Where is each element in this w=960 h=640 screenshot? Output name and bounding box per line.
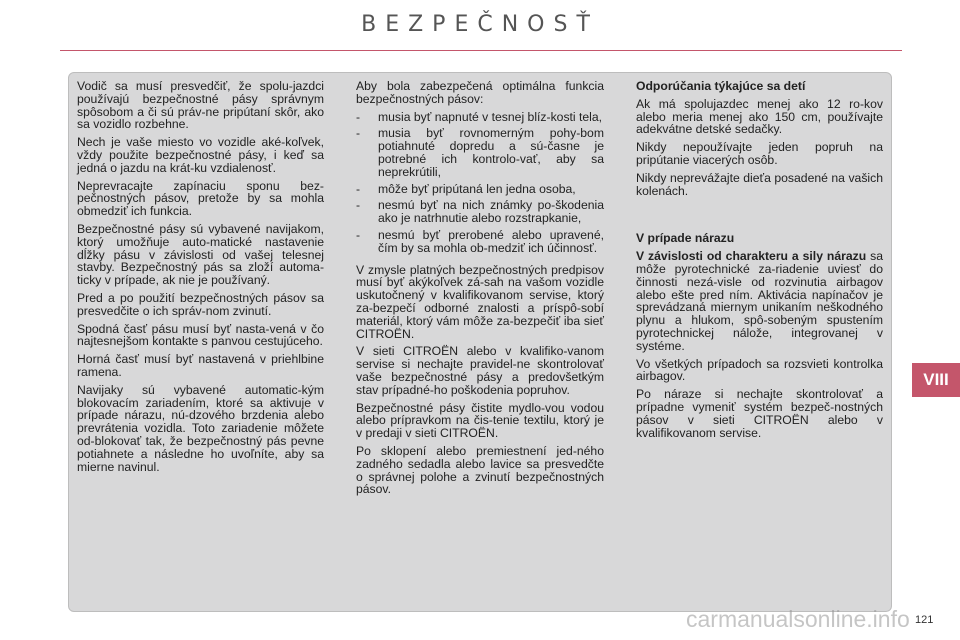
paragraph: Po sklopení alebo premiestnení jed-ného zadného sedadla alebo lavice sa presvedčte o správnej polohe a zvinutí bezpečnostných pásov. bbox=[356, 443, 604, 497]
dash-bullet: - bbox=[356, 198, 361, 213]
paragraph-text: sa môže pyrotechnické za-riadenie uviesť do činnosti nezá-visle od rozvinutia airbagov alebo ešte pred ním. Aktivácia napínačov je sprevádzaná miernym unikaním neškodného plynu a hlukom, spô-sobeným spustením pyrotechnickej nálože, integrovanej v systéme. bbox=[636, 249, 883, 353]
paragraph: Bezpečnostné pásy sú vybavené navijakom, ktorý umožňuje auto-matické nastavenie dĺžky pásu v závislosti od vašej telesnej stavby. Bezpečnostný pás sa zloží automa-ticky v prípade, ak nie je používaný. bbox=[77, 221, 324, 288]
paragraph: Nikdy nepoužívajte jeden popruh na pripútanie viacerých osôb. bbox=[636, 140, 883, 167]
paragraph: Horná časť musí byť nastavená v priehlbine ramena. bbox=[77, 352, 324, 379]
watermark: carmanualsonline.info bbox=[686, 606, 910, 632]
paragraph: Nech je vaše miesto vo vozidle aké-koľvek, vždy použite bezpečnostné pásy, i keď sa jedná o jazdu na krát-ku vzdialenosť. bbox=[77, 135, 324, 175]
paragraph: Ak má spolujazdec menej ako 12 ro-kov alebo meria menej ako 150 cm, používajte adekvátne detské sedačky. bbox=[636, 96, 883, 137]
list-item bbox=[356, 199, 604, 225]
list-item-text: musia byť rovnomerným pohy-bom potiahnuté dopredu a sú-časne je potrebné ich kontrolo-vať, aby sa neprekrútili, bbox=[378, 126, 604, 179]
dash-bullet: - bbox=[356, 227, 361, 242]
list-item-text: nesmú byť na nich známky po-škodenia ako je natrhnutie alebo rozstrapkanie, bbox=[378, 198, 604, 226]
paragraph-intro: Aby bola zabezpečená optimálna funkcia bezpečnostných pásov: bbox=[356, 79, 604, 106]
bold-lead: V závislosti od charakteru a sily nárazu bbox=[636, 249, 867, 264]
dash-bullet: - bbox=[356, 181, 361, 196]
paragraph: V zmysle platných bezpečnostných predpisov musí byť akýkoľvek zá-sah na vašom vozidle uskutočnený v kvalifikovanom servise, ktorý za-bezpečí odborné znalosti a príspô-sobí materiál, ktorý vám môže za-bezpečiť iba sieť CITROËN. bbox=[356, 262, 604, 341]
column-left bbox=[77, 80, 324, 478]
list-item bbox=[356, 127, 604, 178]
paragraph bbox=[636, 250, 883, 352]
chapter-tab: VIII bbox=[912, 363, 960, 397]
list-item-text: môže byť pripútaná len jedna osoba, bbox=[378, 181, 576, 196]
list-item bbox=[356, 183, 604, 196]
paragraph: Spodná časť pásu musí byť nasta-vená v čo najtesnejšom kontakte s panvou cestujúceho. bbox=[77, 321, 324, 349]
title-divider bbox=[60, 50, 902, 51]
column-middle bbox=[356, 80, 604, 501]
paragraph: Bezpečnostné pásy čistite mydlo-vou vodou alebo prípravkom na čis-tenie textilu, ktorý je v predaji v sieti CITROËN. bbox=[356, 400, 604, 441]
dash-bullet: - bbox=[356, 126, 361, 141]
column-right bbox=[636, 80, 883, 444]
section-heading-impact: V prípade nárazu bbox=[636, 231, 735, 246]
paragraph: V sieti CITROËN alebo v kvalifiko-vanom servise si nechajte pravidel-ne skontrolovať vaše bezpečnostné pásy a predovšetkým stav prípadné-ho poškodenia popruhov. bbox=[356, 344, 604, 397]
paragraph: Neprevracajte zapínaciu sponu bez-pečnostných pásov, pretože by sa mohla obmedziť ich funkcia. bbox=[77, 178, 324, 219]
spacer bbox=[636, 202, 883, 232]
list-item bbox=[356, 111, 604, 124]
list-item-text: nesmú byť prerobené alebo upravené, čím by sa mohla ob-medziť ich účinnosť. bbox=[378, 227, 604, 255]
dash-bullet: - bbox=[356, 109, 361, 124]
page-title: BEZPEČNOSŤ bbox=[361, 12, 599, 37]
list-item bbox=[356, 229, 604, 255]
paragraph: Nikdy neprevážajte dieťa posadené na vašich kolenách. bbox=[636, 170, 883, 198]
section-heading-children: Odporúčania týkajúce sa detí bbox=[636, 79, 806, 93]
paragraph: Vo všetkých prípadoch sa rozsvieti kontrolka airbagov. bbox=[636, 356, 883, 384]
list-item-text: musia byť napnuté v tesnej blíz-kosti tela, bbox=[378, 109, 603, 124]
requirements-list bbox=[356, 111, 604, 255]
page-number: 121 bbox=[915, 614, 934, 626]
paragraph: Po náraze si nechajte skontrolovať a prípadne vymeniť systém bezpeč-nostných pásov v sieti CITROËN alebo v kvalifikovanom servise. bbox=[636, 387, 883, 440]
paragraph: Navijaky sú vybavené automatic-kým blokovacím zariadením, ktoré sa aktivuje v prípade nárazu, nú-dzového brzdenia alebo prevrátenia vozidla. Toto zariadenie môžete od-blokovať tak, že bezpečnostný pás pevne potiahnete a následne ho uvoľníte, aby sa mierne navinul. bbox=[77, 382, 324, 474]
paragraph: Pred a po použití bezpečnostných pásov sa presvedčite o ich správ-nom zvinutí. bbox=[77, 290, 324, 318]
paragraph: Vodič sa musí presvedčiť, že spolu-jazdci používajú bezpečnostné pásy správnym spôsobom a či sú práv-ne pripútaní skôr, ako sa vozidlo rozbehne. bbox=[77, 79, 324, 132]
